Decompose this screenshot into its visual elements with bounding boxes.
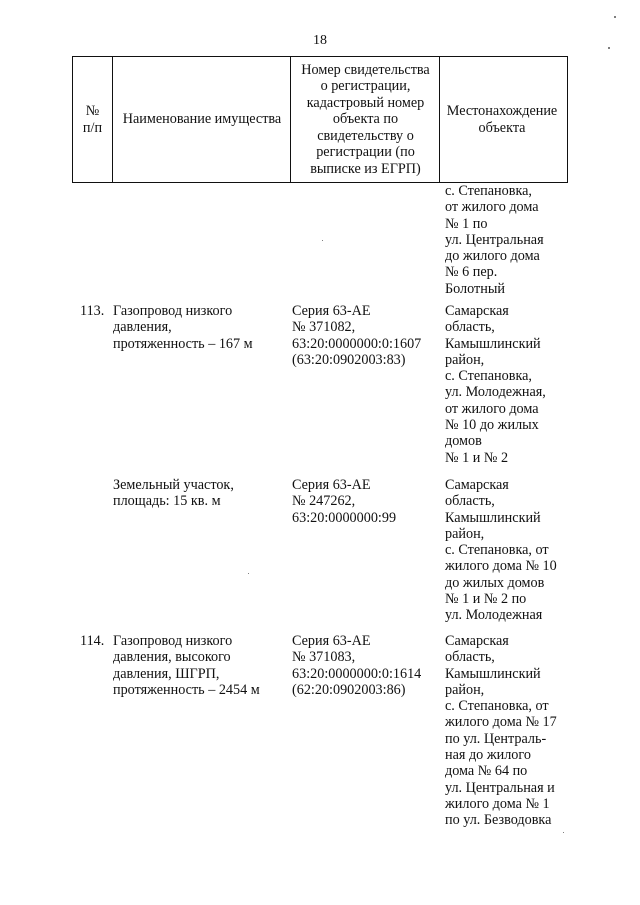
location-line: с. Степановка, [445,183,532,199]
header-cert [292,57,439,182]
row-114-location [445,633,557,829]
header-divider [290,57,291,182]
cert-line: Серия 63-АЕ [292,633,371,649]
cert-line: № 371082, [292,319,356,336]
scan-speck [322,240,323,241]
location-line: по ул. Централь- [445,730,547,747]
row-114-name [113,633,260,698]
location-line: район, [445,525,485,542]
cert-line: Серия 63-АЕ [292,477,371,493]
location-line: № 6 пер. [445,264,498,281]
location-line: ная до жилого [445,747,531,764]
header-line: о регистрации, [320,78,411,95]
table-header [72,56,440,183]
cert-line: 63:20:0000000:0:1607 [292,335,422,352]
location-line: Болотный [445,280,505,297]
header-line: Номер свидетельства [301,62,430,79]
location-line: ул. Молодежная, [445,384,546,401]
scan-speck [608,47,610,49]
header-num [73,57,112,182]
location-line: Самарская [445,477,509,493]
location-line: до жилого дома [445,248,540,265]
location-line: ул. Центральная и [445,779,555,796]
cert-line: Серия 63-АЕ [292,303,371,319]
location-line: область, [445,649,495,666]
location-line: домов [445,433,482,450]
location-line: с. Степановка, от [445,542,549,559]
name-line: давления, ШГРП, [113,665,220,682]
header-name [114,57,290,182]
location-line: № 10 до жилых [445,417,539,434]
header-line: п/п [82,119,103,136]
header-line: объекта [478,119,526,136]
row-113-name [113,303,253,352]
location-line: ул. Молодежная [445,607,543,624]
location-line: дома № 64 по [445,763,528,780]
cert-line: (62:20:0902003:86) [292,681,406,698]
row-land-location [445,477,557,624]
location-line: Камышлинский [445,665,541,682]
row-land-name [113,477,234,510]
location-line: от жилого дома [445,199,539,216]
location-line: область, [445,319,495,336]
row-114-num: 114. [80,633,105,649]
header-line: свидетельству о [317,127,414,144]
name-line: Газопровод низкого [113,303,233,319]
continuation-location [445,183,544,297]
header-num-text [83,103,102,136]
cert-line: № 371083, [292,649,356,666]
location-line: район, [445,351,485,368]
location-line: до жилых домов [445,574,545,591]
location-line: с. Степановка, [445,368,532,385]
page-number: 18 [313,33,327,48]
header-line: № [85,103,100,120]
location-line: по ул. Безводовка [445,812,552,829]
location-line: область, [445,493,495,510]
table-header-location [438,56,568,183]
cert-line: № 247262, [292,493,356,510]
location-line: № 1 и № 2 [445,449,509,466]
location-line: Камышлинский [445,335,541,352]
header-cert-text [301,62,429,177]
row-113-num: 113. [80,303,105,319]
name-line: давления, высокого [113,649,231,666]
location-line: № 1 по [445,215,488,232]
name-line: Газопровод низкого [113,633,233,649]
location-line: район, [445,681,485,698]
scan-speck [563,832,564,833]
location-line: жилого дома № 17 [445,714,557,731]
location-line: Самарская [445,303,509,319]
name-line: давления, [113,319,172,336]
location-line: жилого дома № 1 [445,795,550,812]
name-line: протяженность – 167 м [113,335,253,352]
header-line: Местонахождение [446,103,558,120]
row-113-location [445,303,546,466]
cert-line: 63:20:0000000:99 [292,509,397,526]
row-land-cert [292,477,396,526]
location-line: Камышлинский [445,509,541,526]
name-line: протяженность – 2454 м [113,681,260,698]
location-line: Самарская [445,633,509,649]
row-113-cert [292,303,421,368]
header-line: Наименование имущества [122,111,282,128]
cert-line: 63:20:0000000:0:1614 [292,665,422,682]
location-line: с. Степановка, от [445,698,549,715]
scan-speck [614,16,616,18]
header-divider [112,57,113,182]
location-line: ул. Центральная [445,231,544,248]
location-line: от жилого дома [445,400,539,417]
scan-speck [248,573,249,574]
header-line: регистрации (по [316,144,415,161]
header-location-text [447,103,557,136]
header-line: кадастровый номер [306,94,425,111]
location-line: № 1 и № 2 по [445,591,527,608]
header-line: объекта по [332,111,399,128]
name-line: площадь: 15 кв. м [113,493,221,510]
name-line: Земельный участок, [113,477,234,493]
cert-line: (63:20:0902003:83) [292,351,406,368]
header-location [438,57,566,182]
location-line: жилого дома № 10 [445,558,557,575]
header-line: выписке из ЕГРП) [310,160,421,177]
row-114-cert [292,633,421,698]
